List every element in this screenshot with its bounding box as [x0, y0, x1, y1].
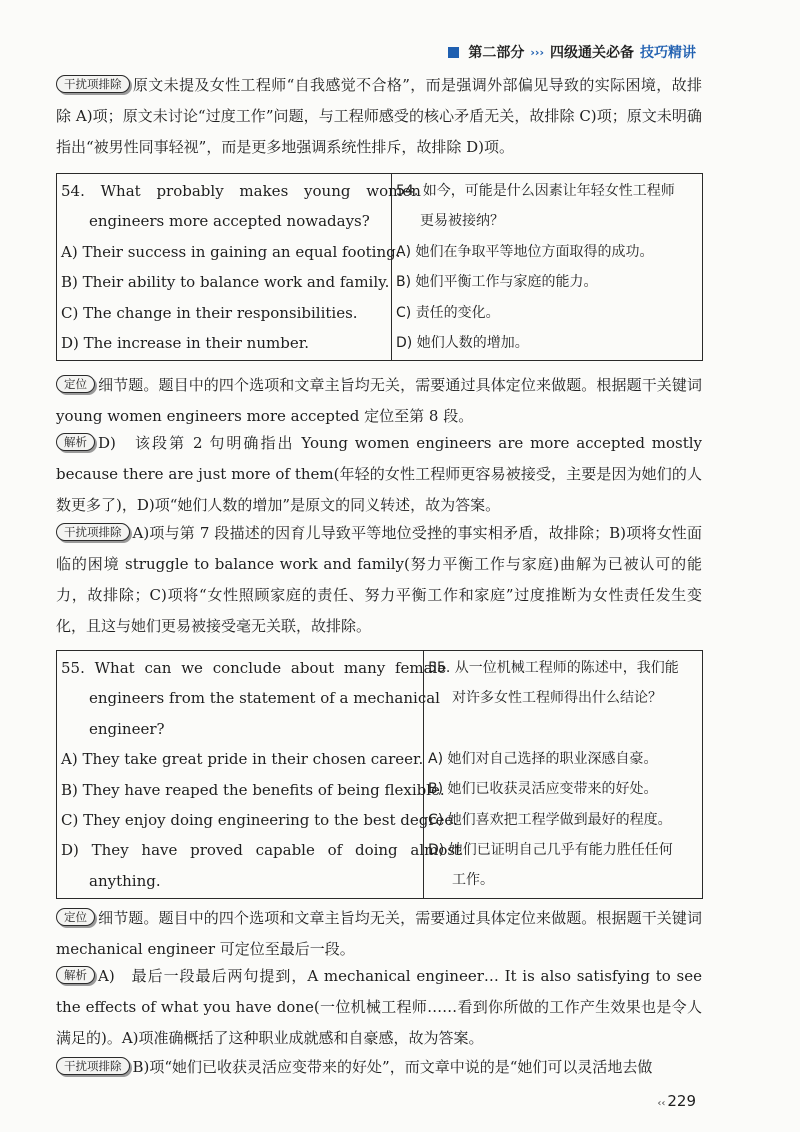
question-stem-zh: 55. 从一位机械工程师的陈述中，我们能 [428, 660, 679, 676]
option-d-zh: D) 她们已证明自己几乎有能力胜任任何 [428, 842, 673, 859]
question-stem: 54. What probably makes young women [61, 182, 421, 200]
question-stem-zh-cont: 对许多女性工程师得出什么结论？ [452, 690, 662, 707]
page-footer [657, 1092, 696, 1110]
page-number: 229 [667, 1092, 696, 1110]
analysis-tag: 解析 [56, 966, 95, 984]
question-54-table [56, 173, 703, 361]
option-c: C) The change in their responsibilities. [61, 303, 358, 322]
distractor-tag: 干扰项排除 [56, 1057, 130, 1075]
part-label: 第二部分 [468, 45, 525, 61]
locate-tag: 定位 [56, 908, 95, 926]
distractor-paragraph-55 [56, 1052, 702, 1083]
double-arrow-icon: ‹‹ [657, 1098, 666, 1109]
option-d-zh-cont: 工作。 [452, 872, 494, 889]
option-d: D) The increase in their number. [61, 334, 309, 353]
option-c: C) They enjoy doing engineering to the best degree. [61, 811, 459, 830]
distractor-tag: 干扰项排除 [56, 75, 130, 93]
paragraph-text: 原文未提及女性工程师“自我感觉不合格”，而是强调外部偏见导致的实际困境，故排除 A)项；原文未讨论“过度工作”问题，与工程师感受的核心矛盾无关，故排除 C)项；原文未明确指出“被男性同事轻视”，而是更多地强调系统性排斥，故排除 D)项。 [56, 76, 702, 156]
option-d-cont: anything. [89, 871, 161, 890]
question-54-chinese [392, 174, 703, 361]
question-stem-cont: engineer? [89, 719, 165, 738]
square-icon [448, 47, 459, 58]
spacer [428, 714, 698, 744]
question-54-english [57, 174, 421, 361]
option-d-zh: D) 她们人数的增加。 [396, 335, 529, 352]
question-stem-cont: engineers more accepted nowadays? [89, 212, 370, 231]
question-55-english [57, 651, 462, 899]
locate-paragraph-54 [56, 370, 702, 432]
level-label: 四级通关必备 [550, 45, 634, 61]
paragraph-text: D) 该段第 2 句明确指出 Young women engineers are more accepted mostly because there are just more of them(年轻的女性工程师更容易被接受，主要是因为她们的人数更多了)，D)项“她们人数的增加”是原文的同义转述，故为答案。 [56, 434, 702, 514]
paragraph-text: A)项与第 7 段描述的因育儿导致平等地位受挫的事实相矛盾，故排除；B)项将女性面临的困境 struggle to balance work and family(努力平衡工作与家庭)曲解为已被认可的能力，故排除；C)项将“女性照顾家庭的责任、努力平衡工作和家庭”过度推断为女性责任发生变化，且这与她们更易被接受毫无关联，故排除。 [56, 524, 702, 635]
option-b-zh: B) 她们已收获灵活应变带来的好处。 [428, 781, 658, 798]
running-header [448, 42, 696, 62]
paragraph-text: 细节题。题目中的四个选项和文章主旨均无关，需要通过具体定位来做题。根据题干关键词 young women engineers more accepted 定位至第 8 段。 [56, 376, 702, 425]
option-d: D) They have proved capable of doing almost [61, 841, 462, 860]
analysis-paragraph-54 [56, 428, 702, 521]
locate-tag: 定位 [56, 375, 95, 393]
option-a-zh: A) 她们对自己选择的职业深感自豪。 [428, 750, 658, 767]
paragraph-text: B)项“她们已收获灵活应变带来的好处”，而文章中说的是“她们可以灵活地去做 [132, 1058, 653, 1076]
option-c-zh: C) 责任的变化。 [396, 304, 500, 321]
question-stem: 55. What can we conclude about many female [61, 659, 447, 677]
paragraph-text: 细节题。题目中的四个选项和文章主旨均无关，需要通过具体定位来做题。根据题干关键词 mechanical engineer 可定位至最后一段。 [56, 909, 702, 958]
question-stem-cont: engineers from the statement of a mechanical [89, 689, 440, 708]
question-55-table [56, 650, 703, 899]
distractor-paragraph-53 [56, 70, 702, 163]
distractor-tag: 干扰项排除 [56, 523, 130, 541]
option-c-zh: C) 她们喜欢把工程学做到最好的程度。 [428, 811, 672, 828]
option-b: B) They have reaped the benefits of being flexible. [61, 780, 445, 799]
distractor-paragraph-54 [56, 518, 702, 642]
question-55-chinese [424, 651, 703, 899]
locate-paragraph-55 [56, 903, 702, 965]
question-stem-zh-cont: 更易被接纳？ [420, 213, 504, 230]
question-stem-zh: 54. 如今，可能是什么因素让年轻女性工程师 [396, 183, 675, 199]
paragraph-text: A) 最后一段最后两句提到，A mechanical engineer… It is also satisfying to see the effects of what you have done(一位机械工程师……看到你所做的工作产生效果也是令人满足的)。A)项准确概括了这种职业成就感和自豪感，故为答案。 [56, 967, 702, 1047]
triple-arrow-icon: ››› [530, 45, 544, 59]
option-a: A) They take great pride in their chosen career. [61, 750, 424, 769]
section-label: 技巧精讲 [640, 45, 696, 61]
option-a-zh: A) 她们在争取平等地位方面取得的成功。 [396, 243, 654, 260]
option-a: A) Their success in gaining an equal footing. [61, 242, 401, 261]
option-b-zh: B) 她们平衡工作与家庭的能力。 [396, 274, 598, 291]
option-b: B) Their ability to balance work and family. [61, 273, 390, 292]
analysis-tag: 解析 [56, 433, 95, 451]
analysis-paragraph-55 [56, 961, 702, 1054]
